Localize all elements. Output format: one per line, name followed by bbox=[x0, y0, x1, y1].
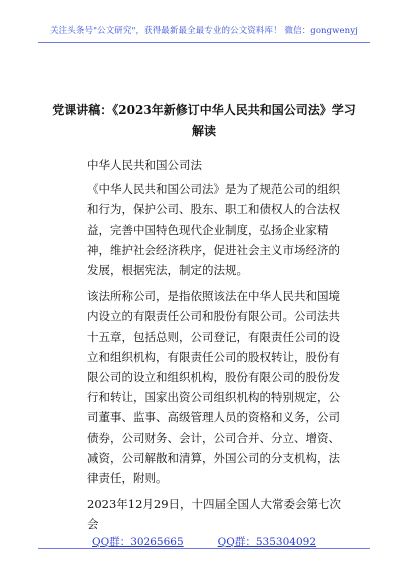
footer-qq-group-1: QQ群：30265665 bbox=[91, 536, 184, 548]
footer bbox=[0, 534, 408, 549]
footer-qq-group-2: QQ群：535304092 bbox=[217, 536, 316, 548]
header-divider bbox=[38, 42, 370, 43]
body-paragraph: 2023年12月29日，十四届全国人大常委会第七次会 bbox=[87, 497, 342, 532]
body-paragraph: 中华人民共和国公司法 bbox=[87, 158, 202, 172]
document-title: 党课讲稿：《2023年新修订中华人民共和国公司法》学习 bbox=[52, 103, 356, 117]
body-paragraph: 《中华人民共和国公司法》是为了规范公司的组织和行为，保护公司、股东、职工和债权人的合法权益，完善中国特色现代企业制度，弘扬企业家精神，维护社会经济秩序，促进社会主义市场经济的发展，根据宪法，制定的法规。 bbox=[87, 182, 340, 278]
body-paragraph: 该法所称公司，是指依照该法在中华人民共和国境内设立的有限责任公司和股份有限公司。公司法共十五章，包括总则，公司登记，有限责任公司的设立和组织机构，有限责任公司的股权转让，股份有限公司的设立和组织机构，股份有限公司的股份发行和转让，国家出资公司组织机构的特别规定，公司董事、监事、高级管理人员的资格和义务，公司债券，公司财务、会计，公司合并、分立、增资、减资，公司解散和清算，外国公司的分支机构，法律责任，附则。 bbox=[87, 289, 340, 486]
document-body bbox=[87, 155, 351, 541]
document-title-continued: 解读 bbox=[191, 124, 216, 138]
header-banner: 关注头条号"公文研究"，获得最新最全最专业的公文资料库！ 微信：gongwenyj bbox=[50, 26, 358, 36]
footer-divider bbox=[38, 548, 370, 549]
